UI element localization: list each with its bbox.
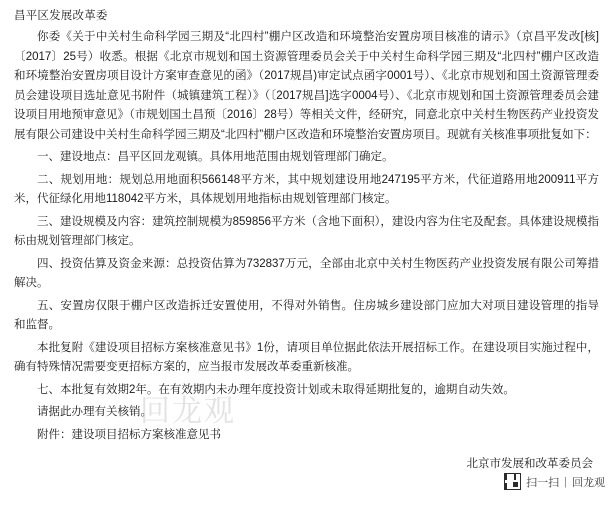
document-paragraph-5: 四、投资估算及资金来源：总投资估算为732837万元，全部由北京中关村生物医药产业投资发展有限公司筹措解决。	[14, 257, 599, 289]
document-paragraph-6: 五、安置房仅限于棚户区改造拆迁安置使用，不得对外销售。住房城乡建设部门应加大对项目建设管理的指导和监督。	[14, 299, 599, 331]
document-closing: 请据此办理有关核销。	[37, 406, 152, 418]
wechat-badge-text: 回龙观	[572, 476, 605, 489]
wechat-badge	[504, 473, 605, 490]
document-paragraph-7: 本批复附《建设项目招标方案核准意见书》1份，请项目单位据此依法开展招标工作。在建设项目实施过程中，确有特殊情况需要变更招标方案的，应当报市发展改革委重新核准。	[14, 341, 599, 373]
document-paragraph-1: 你委《关于中关村生命科学园三期及“北四村”棚户区改造和环境整治安置房项目核准的请示》（京昌平发改[核]〔2017〕25号）收悉。根据《北京市规划和国土资源管理委员会关于中关村生命科学园三期及“北四村”棚户区改造和环境整治安置房项目设计方案审查意见的函》（2017规昌)审定试点函字0001号）、《北京市规划和国土资源管理委员会建设项目选址意见书附件（城镇建筑工程）》（〔2017规昌]选字0004号）、《北京市规划和国土资源管理委员会建设项目用地预审意见》（市规划国土昌预〔2016〕28号）等相关文件，经研究，同意北京中关村生物医药产业投资发展有限公司建设中关村生命科学园三期及“北四村”棚户区改造和环境整治安置房项目。现就有关核准事项批复如下：	[14, 31, 599, 141]
document-paragraph-8: 七、本批复有效期2年。在有效期内未办理年度投资计划或未取得延期批复的，逾期自动失效。	[37, 383, 515, 396]
document-attachment: 附件：建设项目招标方案核准意见书	[37, 428, 221, 441]
document-paragraph-3: 二、规划用地：规划总用地面积566148平方米，其中规划建设用地247195平方米，代征道路用地200911平方米，代征绿化用地118042平方米，具体规划用地指标由规划管理部门核定。	[14, 173, 599, 205]
wechat-badge-prefix: 扫一扫	[526, 476, 560, 489]
document-signature: 北京市发展和改革委员会	[466, 458, 593, 470]
document-paragraph-2: 一、建设地点：昌平区回龙观镇。具体用地范围由规划管理部门确定。	[37, 151, 394, 163]
document-addressee: 昌平区发展改革委	[14, 10, 108, 22]
qr-code-icon	[504, 473, 521, 490]
watermark-text: 回龙观	[140, 395, 236, 428]
document-paragraph-4: 三、建设规模及内容：建筑控制规模为859856平方米（含地下面积），建设内容为住宅及配套。具体建设规模指标由规划管理部门核定。	[14, 215, 599, 247]
wechat-badge-separator: |	[564, 475, 567, 488]
